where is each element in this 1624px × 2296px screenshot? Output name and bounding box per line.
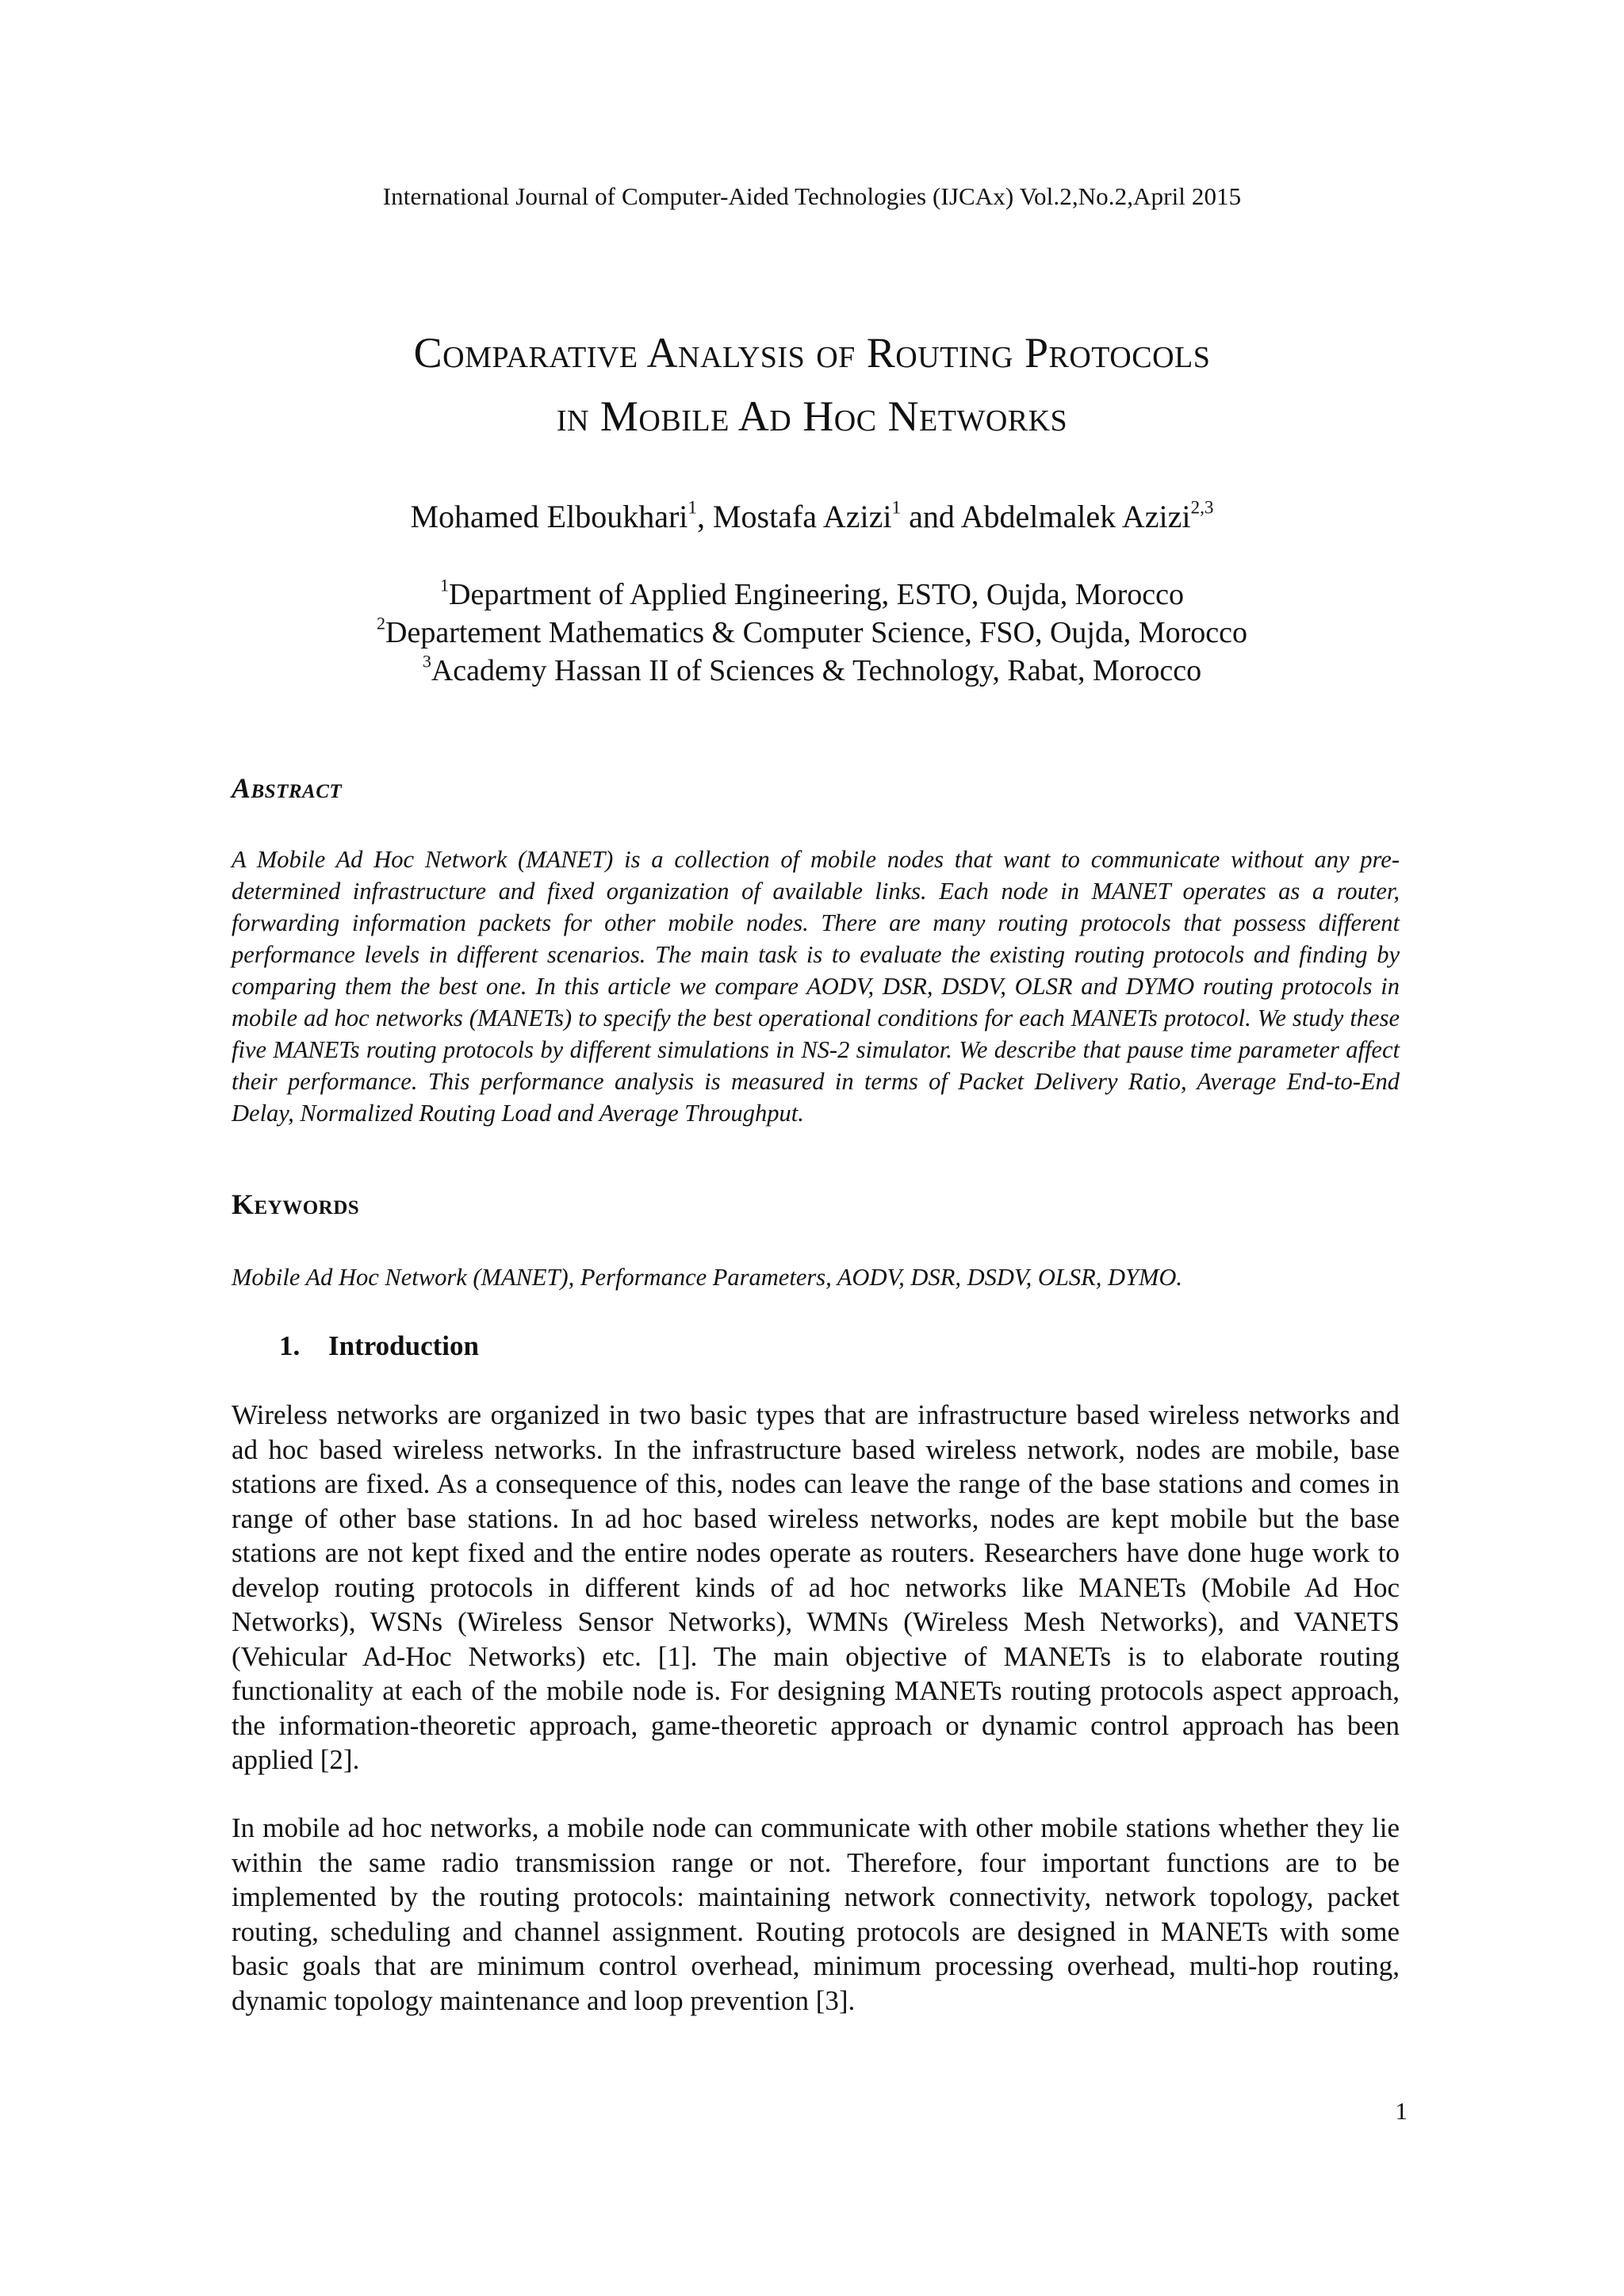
author-separator: , [696, 499, 713, 534]
author-affiliation-mark: 1 [688, 497, 697, 519]
keywords-heading: Keywords [232, 1188, 360, 1220]
introduction-paragraph-1: Wireless networks are organized in two basic types that are infrastructure based wireless networks and ad hoc based wireless networks. In the infrastructure based wireless network, nodes are mobile, base stations are fixed. As a consequence of this, nodes can leave the range of the base stations and comes in range of other base stations. In ad hoc based wireless networks, nodes are kept mobile but the base stations are not kept fixed and the entire nodes operate as routers. Researchers have done huge work to develop routing protocols in different kinds of ad hoc networks like MANETs (Mobile Ad Hoc Networks), WSNs (Wireless Sensor Networks), WMNs (Wireless Mesh Networks), and VANETS (Vehicular Ad-Hoc Networks) etc. [1]. The main objective of MANETs is to elaborate routing functionality at each of the mobile node is. For designing MANETs routing protocols aspect approach, the information-theoretic approach, game-theoretic approach or dynamic control approach has been applied [2]. [232, 1399, 1400, 1775]
section-number: 1. [279, 1330, 301, 1361]
author-affiliation-mark: 2,3 [1190, 497, 1214, 519]
keywords-body: Mobile Ad Hoc Network (MANET), Performance Parameters, AODV, DSR, DSDV, OLSR, DYMO. [232, 1264, 1183, 1291]
affiliation-text: Department of Applied Engineering, ESTO, Oujda, Morocco [449, 578, 1184, 611]
section-title: Introduction [328, 1330, 479, 1361]
journal-running-header: International Journal of Computer-Aided Technologies (IJCAx) Vol.2,No.2,April 2015 [382, 182, 1242, 210]
paper-title [0, 321, 1624, 448]
affiliation [0, 614, 1624, 652]
author-list [0, 498, 1624, 535]
author-affiliation-mark: 1 [891, 497, 902, 519]
abstract-body: A Mobile Ad Hoc Network (MANET) is a collection of mobile nodes that want to communicate without any pre-determined infrastructure and fixed organization of available links. Each node in MANET operates as a router, forwarding information packets for other mobile nodes. There are many routing protocols that possess different performance levels in different scenarios. The main task is to evaluate the existing routing protocols and finding by comparing them the best one. In this article we compare AODV, DSR, DSDV, OLSR and DYMO routing protocols in mobile ad hoc networks (MANETs) to specify the best operational conditions for each MANETs protocol. We study these five MANETs routing protocols by different simulations in NS-2 simulator. We describe that pause time parameter affect their performance. This performance analysis is measured in terms of Packet Delivery Ratio, Average End-to-End Delay, Normalized Routing Load and Average Throughput. [232, 846, 1400, 1127]
affiliation-text: Academy Hassan II of Sciences & Technology, Rabat, Morocco [431, 654, 1202, 687]
paper-title-line-1: Comparative Analysis of Routing Protocols [413, 329, 1211, 377]
affiliation-mark: 2 [377, 613, 386, 633]
affiliation-mark: 3 [422, 651, 431, 672]
affiliation-text: Departement Mathematics & Computer Science, FSO, Oujda, Morocco [385, 616, 1247, 649]
abstract-heading: Abstract [232, 772, 343, 804]
paper-title-line-2: in Mobile Ad Hoc Networks [556, 392, 1068, 440]
affiliation [0, 576, 1624, 614]
author-separator: and [901, 499, 961, 534]
affiliation-list [0, 576, 1624, 690]
author-name: Mohamed Elboukhari [410, 499, 688, 534]
introduction-heading [279, 1330, 479, 1362]
page-number: 1 [1395, 2097, 1408, 2125]
author-name: Mostafa Azizi [712, 499, 892, 534]
affiliation [0, 652, 1624, 690]
author-name: Abdelmalek Azizi [960, 499, 1191, 534]
affiliation-mark: 1 [440, 575, 450, 595]
introduction-paragraph-2: In mobile ad hoc networks, a mobile node can communicate with other mobile stations whether they lie within the same radio transmission range or not. Therefore, four important functions are to be implemented by the routing protocols: maintaining network connectivity, network topology, packet routing, scheduling and channel assignment. Routing protocols are designed in MANETs with some basic goals that are minimum control overhead, minimum processing overhead, multi-hop routing, dynamic topology maintenance and loop prevention [3]. [232, 1812, 1400, 2016]
